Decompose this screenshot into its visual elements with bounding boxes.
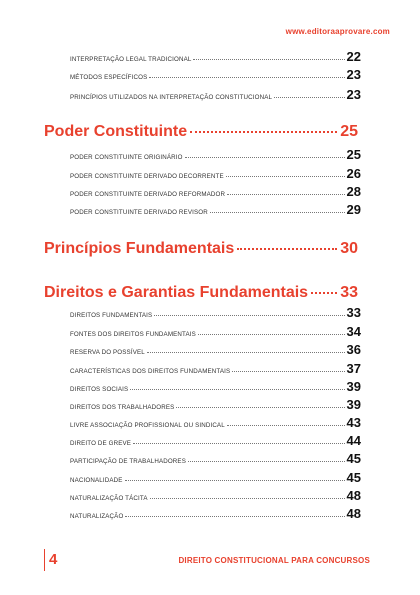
toc-entry-label: NATURALIZAÇÃO [70,513,124,520]
toc-entry-label: DIREITOS DOS TRABALHADORES [70,404,175,411]
toc-entry [70,202,361,217]
toc-section-heading [44,123,358,141]
toc-entry-page: 48 [346,506,361,521]
toc-entry [70,451,361,466]
dot-leader [227,425,345,426]
toc-entry-page: 48 [346,488,361,503]
section-title: Princípios Fundamentais [44,240,235,257]
toc-entry-page: 23 [346,87,361,102]
toc-entry-page: 28 [346,184,361,199]
dot-leader [311,292,337,294]
toc-entry-page: 36 [346,342,361,357]
toc-section-heading [44,240,358,258]
toc-entry-page: 37 [346,361,361,376]
footer-book-title: DIREITO CONSTITUCIONAL PARA CONCURSOS [178,556,370,565]
section-page: 25 [340,123,358,140]
toc-section-heading [44,284,358,302]
footer-page-number: 4 [49,551,58,568]
toc-entry [70,67,361,82]
dot-leader [237,248,337,250]
toc-entry-page: 34 [346,324,361,339]
dot-leader [133,443,344,444]
toc-entry-page: 45 [346,451,361,466]
toc-entry-label: PODER CONSTITUINTE DERIVADO REVISOR [70,209,208,216]
toc-entry [70,397,361,412]
toc-entry-page: 25 [346,147,361,162]
toc-entry-page: 23 [346,67,361,82]
toc-entry [70,379,361,394]
site-url: www.editoraaprovare.com [285,27,390,36]
dot-leader [210,212,345,213]
toc-entry-page: 22 [346,49,361,64]
toc-entry [70,470,361,485]
dot-leader [150,498,345,499]
dot-leader [227,194,344,195]
toc-entry-label: DIREITOS SOCIAIS [70,386,129,393]
toc-entry-label: MÉTODOS ESPECÍFICOS [70,74,148,81]
dot-leader [147,352,345,353]
dot-leader [176,407,344,408]
toc-entry-label: LIVRE ASSOCIAÇÃO PROFISSIONAL OU SINDICAL [70,422,225,429]
toc-entry-label: INTERPRETAÇÃO LEGAL TRADICIONAL [70,56,192,63]
toc-entry-label: DIREITO DE GREVE [70,440,132,447]
toc-entry-label: NATURALIZAÇÃO TÁCITA [70,495,148,502]
toc-entry [70,324,361,339]
toc-entry-label: RESERVA DO POSSÍVEL [70,349,145,356]
dot-leader [125,480,345,481]
toc-entry [70,87,361,102]
dot-leader [125,516,344,517]
toc-entry [70,415,361,430]
toc-entry-label: DIREITOS FUNDAMENTAIS [70,312,153,319]
dot-leader [198,334,345,335]
toc-entry-page: 26 [346,166,361,181]
toc-entry-label: PRINCÍPIOS UTILIZADOS NA INTERPRETAÇÃO CONSTITUCIONAL [70,94,273,101]
toc-entry-page: 43 [346,415,361,430]
dot-leader [154,315,344,316]
toc-entry-page: 45 [346,470,361,485]
toc-entry-page: 39 [346,379,361,394]
toc-entry [70,184,361,199]
toc-entry-label: PODER CONSTITUINTE DERIVADO DECORRENTE [70,173,224,180]
section-page: 30 [340,240,358,257]
toc-entry [70,147,361,162]
dot-leader [188,461,345,462]
toc-entry [70,433,361,448]
toc-entry-page: 39 [346,397,361,412]
toc-entry-label: PARTICIPAÇÃO DE TRABALHADORES [70,458,186,465]
section-title: Poder Constituinte [44,123,188,140]
dot-leader [274,97,344,98]
toc-entry-page: 44 [346,433,361,448]
toc-entry-label: FONTES DOS DIREITOS FUNDAMENTAIS [70,331,196,338]
toc-entry [70,342,361,357]
dot-leader [226,176,345,177]
toc-entry-label: PODER CONSTITUINTE ORIGINÁRIO [70,154,183,161]
toc-entry [70,361,361,376]
toc-entry [70,506,361,521]
toc-entry [70,305,361,320]
toc-entry-page: 33 [346,305,361,320]
toc-entry-label: PODER CONSTITUINTE DERIVADO REFORMADOR [70,191,226,198]
dot-leader [190,131,337,133]
dot-leader [149,77,344,78]
toc-entry-label: NACIONALIDADE [70,477,123,484]
dot-leader [185,157,345,158]
toc-entry [70,49,361,64]
dot-leader [232,371,344,372]
toc-entry [70,488,361,503]
section-title: Direitos e Garantias Fundamentais [44,284,309,301]
toc-entry [70,166,361,181]
toc-entry-page: 29 [346,202,361,217]
section-page: 33 [340,284,358,301]
footer-divider [44,549,45,571]
dot-leader [193,59,344,60]
dot-leader [130,389,344,390]
toc-entry-label: CARACTERÍSTICAS DOS DIREITOS FUNDAMENTAIS [70,368,231,375]
